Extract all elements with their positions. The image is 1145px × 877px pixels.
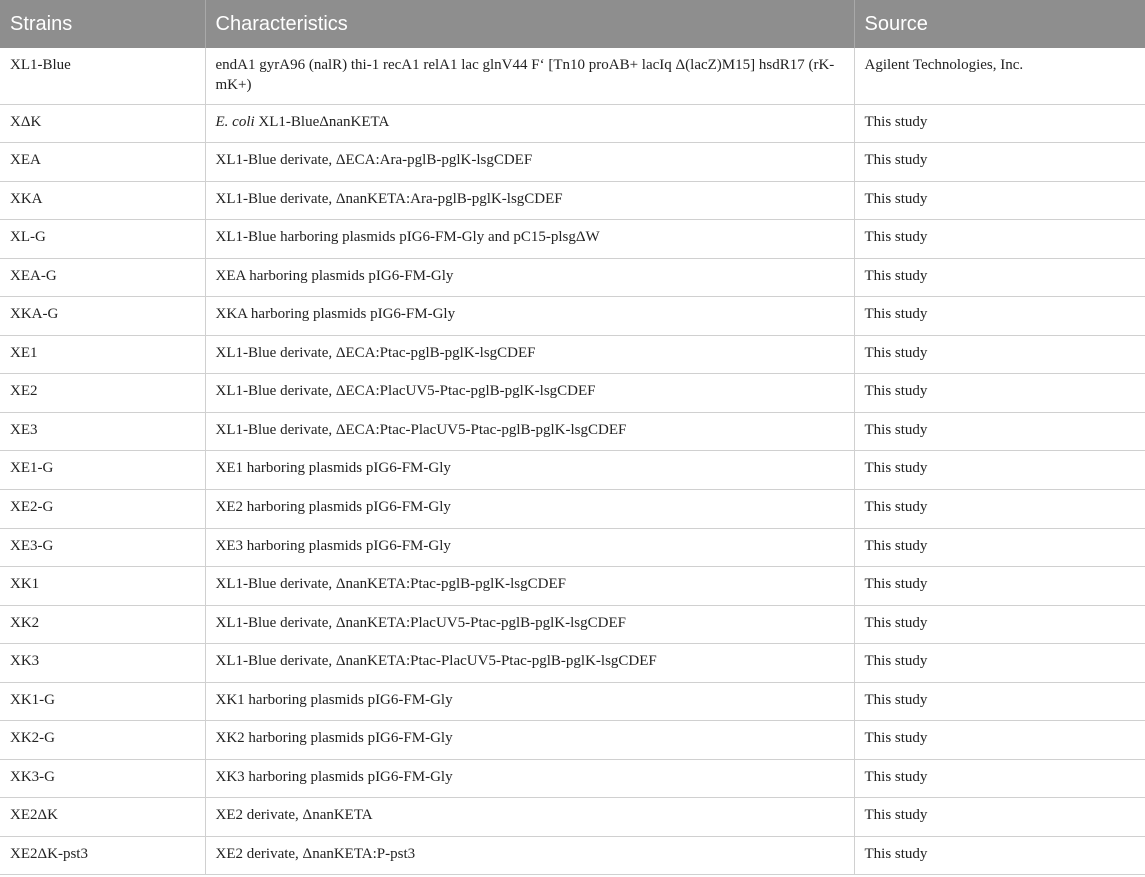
table-row	[0, 644, 1145, 683]
characteristics-cell: XL1-Blue derivate, ΔECA:PlacUV5-Ptac-pglB-pglK-lsgCDEF	[205, 374, 854, 413]
strain-cell: XE3-G	[0, 528, 205, 567]
strain-cell: XK2	[0, 605, 205, 644]
strain-cell: XE1	[0, 335, 205, 374]
characteristics-cell: XL1-Blue harboring plasmids pIG6-FM-Gly and pC15-plsgΔW	[205, 220, 854, 259]
source-cell: This study	[854, 528, 1145, 567]
header-strains: Strains	[0, 0, 205, 48]
characteristics-cell: XL1-Blue derivate, ΔnanKETA:Ara-pglB-pglK-lsgCDEF	[205, 181, 854, 220]
strain-cell: XKA	[0, 181, 205, 220]
characteristics-cell: XE3 harboring plasmids pIG6-FM-Gly	[205, 528, 854, 567]
source-cell: This study	[854, 567, 1145, 606]
characteristics-cell: XE2 harboring plasmids pIG6-FM-Gly	[205, 489, 854, 528]
characteristics-cell: XL1-Blue derivate, ΔnanKETA:Ptac-pglB-pglK-lsgCDEF	[205, 567, 854, 606]
table-row	[0, 412, 1145, 451]
characteristics-cell: XK3 harboring plasmids pIG6-FM-Gly	[205, 759, 854, 798]
source-cell: This study	[854, 836, 1145, 875]
strain-cell: XE2-G	[0, 489, 205, 528]
table-row	[0, 682, 1145, 721]
organism-name: E. coli	[215, 113, 255, 130]
strain-cell: XEA-G	[0, 258, 205, 297]
source-cell: This study	[854, 374, 1145, 413]
table-row	[0, 335, 1145, 374]
characteristics-cell: XKA harboring plasmids pIG6-FM-Gly	[205, 297, 854, 336]
source-cell: This study	[854, 682, 1145, 721]
strain-cell: XK3	[0, 644, 205, 683]
characteristics-cell: XL1-Blue derivate, ΔECA:Ptac-pglB-pglK-lsgCDEF	[205, 335, 854, 374]
source-cell: This study	[854, 181, 1145, 220]
strain-cell: XL1-Blue	[0, 48, 205, 104]
characteristics-cell: endA1 gyrA96 (nalR) thi-1 recA1 relA1 lac glnV44 F‘ [Tn10 proAB+ lacIq Δ(lacZ)M15] hsdR17 (rK- mK+)	[205, 48, 854, 104]
characteristics-cell: XE1 harboring plasmids pIG6-FM-Gly	[205, 451, 854, 490]
strain-cell: XE2ΔK-pst3	[0, 836, 205, 875]
source-cell: This study	[854, 220, 1145, 259]
strain-cell: XEA	[0, 143, 205, 182]
table-row	[0, 48, 1145, 104]
strain-cell: XK1	[0, 567, 205, 606]
characteristics-cell: XL1-Blue derivate, ΔECA:Ptac-PlacUV5-Ptac-pglB-pglK-lsgCDEF	[205, 412, 854, 451]
characteristics-cell: XK1 harboring plasmids pIG6-FM-Gly	[205, 682, 854, 721]
table-row	[0, 181, 1145, 220]
header-source: Source	[864, 12, 928, 35]
characteristics-cell: XL1-Blue derivate, ΔnanKETA:Ptac-PlacUV5-Ptac-pglB-pglK-lsgCDEF	[205, 644, 854, 683]
source-cell: This study	[854, 759, 1145, 798]
table-header	[0, 0, 1145, 48]
characteristics-cell	[205, 104, 854, 143]
source-cell: This study	[854, 143, 1145, 182]
table-row	[0, 220, 1145, 259]
table-row	[0, 759, 1145, 798]
source-cell: This study	[854, 258, 1145, 297]
table-row	[0, 836, 1145, 875]
table-row	[0, 104, 1145, 143]
source-cell: This study	[854, 798, 1145, 837]
table-row	[0, 528, 1145, 567]
source-cell: This study	[854, 644, 1145, 683]
characteristics-cell: XK2 harboring plasmids pIG6-FM-Gly	[205, 721, 854, 760]
source-cell: This study	[854, 335, 1145, 374]
strain-cell: XKA-G	[0, 297, 205, 336]
source-cell: This study	[854, 104, 1145, 143]
source-cell: This study	[854, 451, 1145, 490]
table-row	[0, 489, 1145, 528]
strain-cell: XK3-G	[0, 759, 205, 798]
header-characteristics: Characteristics	[205, 0, 854, 48]
characteristics-cell: XE2 derivate, ΔnanKETA	[205, 798, 854, 837]
characteristics-cell: XL1-Blue derivate, ΔnanKETA:PlacUV5-Ptac-pglB-pglK-lsgCDEF	[205, 605, 854, 644]
strain-cell: XK2-G	[0, 721, 205, 760]
table-row	[0, 798, 1145, 837]
strain-cell: XΔK	[0, 104, 205, 143]
strain-cell: XE1-G	[0, 451, 205, 490]
strain-cell: XE3	[0, 412, 205, 451]
characteristics-cell: XE2 derivate, ΔnanKETA:P-pst3	[205, 836, 854, 875]
source-cell: This study	[854, 489, 1145, 528]
table-row	[0, 297, 1145, 336]
table-row	[0, 143, 1145, 182]
strain-cell: XK1-G	[0, 682, 205, 721]
table-row	[0, 721, 1145, 760]
table-row	[0, 451, 1145, 490]
table-body	[0, 48, 1145, 875]
strain-cell: XL-G	[0, 220, 205, 259]
strain-cell: XE2	[0, 374, 205, 413]
header-row	[0, 0, 1145, 48]
strain-cell: XE2ΔK	[0, 798, 205, 837]
source-cell: This study	[854, 721, 1145, 760]
source-cell: This study	[854, 412, 1145, 451]
table-row	[0, 374, 1145, 413]
table-row	[0, 605, 1145, 644]
source-cell: This study	[854, 297, 1145, 336]
table-row	[0, 567, 1145, 606]
characteristics-cell: XL1-Blue derivate, ΔECA:Ara-pglB-pglK-lsgCDEF	[205, 143, 854, 182]
table-row	[0, 258, 1145, 297]
characteristics-text: XL1-BlueΔnanKETA	[258, 113, 390, 130]
source-cell: This study	[854, 605, 1145, 644]
characteristics-cell: XEA harboring plasmids pIG6-FM-Gly	[205, 258, 854, 297]
source-cell: Agilent Technologies, Inc.	[854, 48, 1145, 104]
